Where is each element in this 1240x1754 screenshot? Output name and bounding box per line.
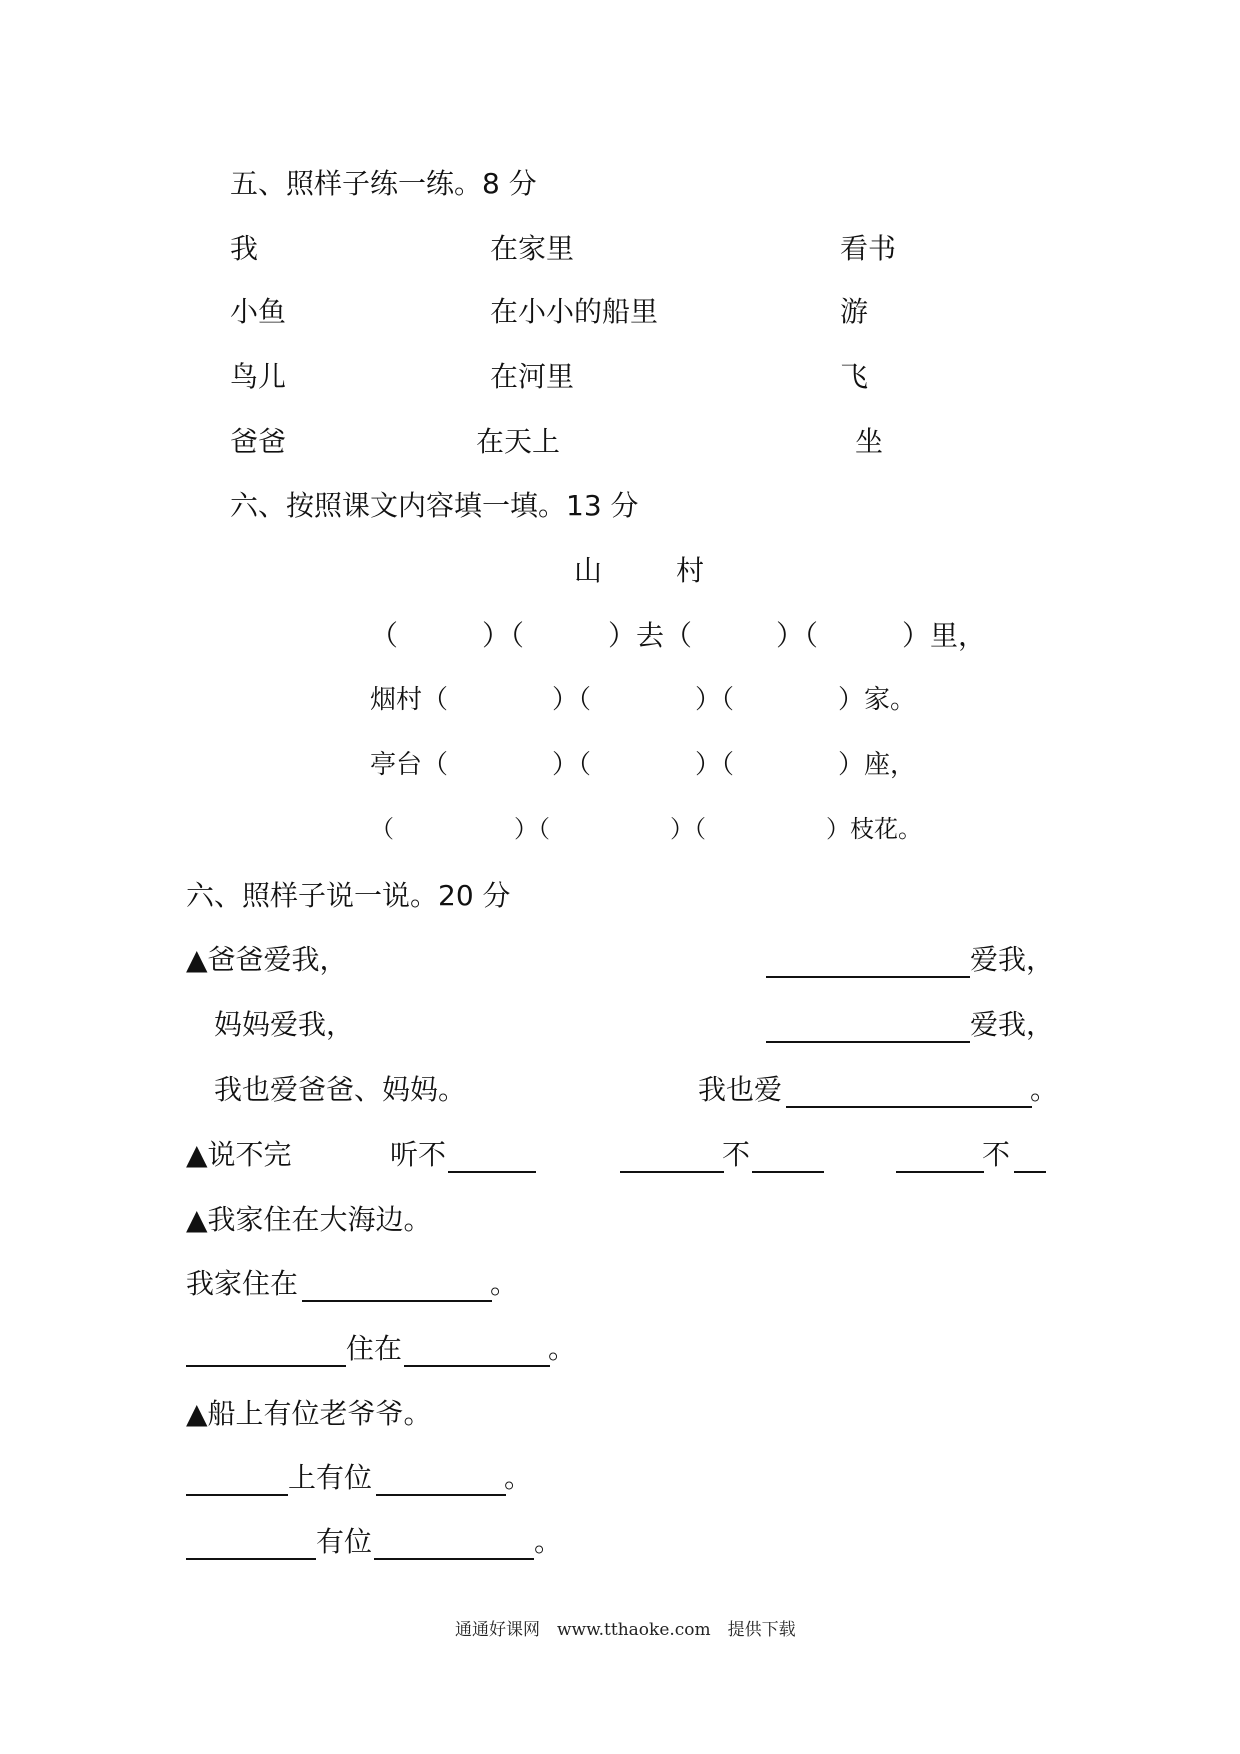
b-lead: ▲说不完: [186, 1138, 292, 1171]
a1-right: 爱我，: [970, 943, 1055, 976]
b-blank-3[interactable]: [752, 1171, 824, 1173]
d1-end: 。: [504, 1461, 533, 1494]
poem-title-char-2: 村: [676, 554, 705, 587]
c-lead: ▲我家住在大海边。: [186, 1203, 432, 1236]
c1-blank[interactable]: [302, 1300, 492, 1302]
d2-blank-1[interactable]: [186, 1558, 316, 1560]
a2-left: 妈妈爱我，: [214, 1008, 355, 1041]
a3-right-prefix: 我也爱: [698, 1073, 783, 1106]
row4-subject: 爸爸: [230, 425, 287, 458]
c2-end: 。: [548, 1332, 577, 1365]
b-part-3: 不: [982, 1138, 1011, 1171]
a2-blank[interactable]: [766, 1041, 970, 1043]
b-part-1: 听不: [390, 1138, 447, 1171]
c2-blank-2[interactable]: [404, 1365, 550, 1367]
row3-subject: 鸟儿: [230, 360, 287, 393]
row1-action: 看书: [840, 232, 897, 265]
a2-right: 爱我，: [970, 1008, 1055, 1041]
c1-end: 。: [490, 1267, 519, 1300]
b-part-2: 不: [722, 1138, 751, 1171]
poem-line-2: 烟村（ ）（ ）（ ）家。: [370, 685, 917, 715]
a3-right-end: 。: [1030, 1073, 1059, 1106]
poem-line-4: （ ）（ ）（ ）枝花。: [370, 815, 922, 843]
footer-text: 通通好课网 www.tthaoke.com 提供下载: [455, 1620, 796, 1640]
d-lead: ▲船上有位老爷爷。: [186, 1397, 432, 1430]
b-blank-5[interactable]: [1014, 1171, 1046, 1173]
b-blank-2[interactable]: [620, 1171, 724, 1173]
row2-subject: 小鱼: [230, 295, 287, 328]
row1-place: 在家里: [490, 232, 575, 265]
d1-blank-1[interactable]: [186, 1494, 288, 1496]
row4-action: 坐: [855, 425, 884, 458]
b-blank-1[interactable]: [448, 1171, 536, 1173]
d1-blank-2[interactable]: [376, 1494, 506, 1496]
row4-place: 在天上: [476, 425, 561, 458]
row3-place: 在河里: [490, 360, 575, 393]
row2-action: 游: [840, 295, 869, 328]
a1-left: ▲爸爸爱我，: [186, 943, 348, 976]
a3-blank[interactable]: [786, 1106, 1032, 1108]
poem-line-1: （ ）（ ）去（ ）（ ）里，: [370, 619, 987, 652]
c2-mid: 住在: [346, 1332, 403, 1365]
row2-place: 在小小的船里: [490, 295, 659, 328]
row3-action: 飞: [840, 360, 869, 393]
c1-prefix: 我家住在: [186, 1267, 299, 1300]
poem-line-3: 亭台（ ）（ ）（ ）座，: [370, 750, 917, 780]
d2-mid: 有位: [316, 1525, 373, 1558]
section6b-title: 六、照样子说一说。20 分: [186, 879, 511, 912]
section6a-title: 六、按照课文内容填一填。13 分: [230, 489, 639, 522]
c2-blank-1[interactable]: [186, 1365, 346, 1367]
row1-subject: 我: [230, 232, 259, 265]
d2-end: 。: [534, 1525, 563, 1558]
a3-left: 我也爱爸爸、妈妈。: [214, 1073, 467, 1106]
d2-blank-2[interactable]: [374, 1558, 534, 1560]
d1-mid: 上有位: [288, 1461, 373, 1494]
section5-title: 五、照样子练一练。8 分: [230, 167, 537, 200]
a1-blank[interactable]: [766, 976, 970, 978]
poem-title-char-1: 山: [574, 554, 603, 587]
b-blank-4[interactable]: [896, 1171, 984, 1173]
